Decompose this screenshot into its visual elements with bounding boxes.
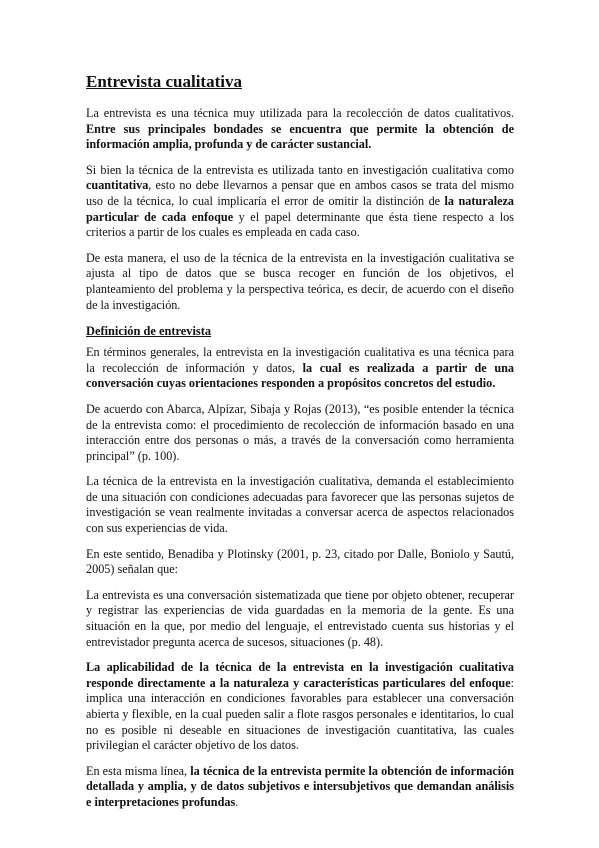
text-run: Si bien la técnica de la entrevista es utilizada tanto en investigación cualitativa como xyxy=(86,162,514,177)
paragraph xyxy=(86,402,514,464)
bold-text: Entre sus principales bondades se encuentra que permite la obtención de información amplia, profunda y de carácter sustancial. xyxy=(86,121,514,152)
document-title: Entrevista cualitativa xyxy=(86,72,242,91)
bold-text: La aplicabilidad de la técnica de la entrevista en la investigación cualitativa responde directamente a la naturaleza y características particulares del enfoque xyxy=(86,660,514,690)
paragraph xyxy=(86,106,514,153)
section-heading: Definición de entrevista xyxy=(86,324,212,339)
bold-text: la cual es realizada a partir de una conversación cuyas orientaciones responden a propósitos concretos del estudio. xyxy=(86,360,514,391)
text-run: y el papel determinante que ésta tiene respecto a los criterios a partir de los cuales es empleada en cada caso. xyxy=(86,209,514,240)
document-content xyxy=(86,72,514,821)
text-run: En este sentido, Benadiba y Plotinsky (2001, p. 23, citado por Dalle, Boniolo y Sautú, 2005) señalan que: xyxy=(86,546,514,577)
bold-text: cuantitativa xyxy=(86,178,149,193)
text-run: La técnica de la entrevista en la investigación cualitativa, demanda el establecimiento de una situación con condiciones adecuadas para favorecer que las personas sujetos de investigación se vean realmente invitadas a conversar acerca de aspectos relacionados con sus experiencias de vida. xyxy=(86,474,514,536)
paragraph xyxy=(86,588,514,650)
text-run: En términos generales, la entrevista en la investigación cualitativa es una técnica para la recolección de información y datos, xyxy=(86,345,514,375)
text-run: : implica una interacción en condiciones favorables para establecer una conversación abierta y flexible, en la cual pueden salir a flote rasgos personales e identitarios, lo cual no es posible ni deseable en situaciones de investigación cuantitativa, las cuales privilegian el carácter objetivo de los datos. xyxy=(86,675,514,753)
text-run: La entrevista es una técnica muy utilizada para la recolección de datos cualitativos. xyxy=(86,106,514,120)
text-run: De esta manera, el uso de la técnica de la entrevista en la investigación cualitativa se ajusta al tipo de datos que se busca recoger en función de los objetivos, el planteamiento del problema y la perspectiva teórica, es decir, de acuerdo con el diseño de la investigación. xyxy=(86,250,514,312)
paragraph xyxy=(86,345,514,392)
text-run: La entrevista es una conversación sistematizada que tiene por objeto obtener, recuperar y registrar las experiencias de vida guardadas en la memoria de la gente. Es una situación en la que, por medio del lenguaje, el entrevistado cuenta sus historias y el entrevistador pregunta acerca de sucesos, situaciones (p. 48). xyxy=(86,587,514,649)
bold-text: la técnica de la entrevista permite la obtención de información detallada y amplia, y de datos subjetivos e intersubjetivos que demandan análisis e interpretaciones profundas xyxy=(86,763,514,809)
paragraph xyxy=(86,764,514,811)
text-run: , esto no debe llevarnos a pensar que en ambos casos se trata del mismo uso de la técnica, lo cual implicaría el error de omitir la distinción de xyxy=(86,178,514,208)
text-run: En esta misma línea, xyxy=(86,763,191,778)
bold-text: la naturaleza particular de cada enfoque xyxy=(86,193,514,224)
paragraph xyxy=(86,660,514,754)
intro-paragraphs xyxy=(86,106,514,313)
text-run: . xyxy=(235,794,239,809)
section-paragraphs xyxy=(86,345,514,810)
text-run: De acuerdo con Abarca, Alpízar, Sibaja y Rojas (2013), “es posible entender la técnica de la entrevista como: el procedimiento de recolección de información basado en una interacción entre dos personas o más, a través de la conversación como herramienta principal” (p. 100). xyxy=(86,401,514,463)
paragraph xyxy=(86,547,514,578)
paragraph xyxy=(86,163,514,241)
paragraph xyxy=(86,474,514,536)
paragraph xyxy=(86,251,514,313)
